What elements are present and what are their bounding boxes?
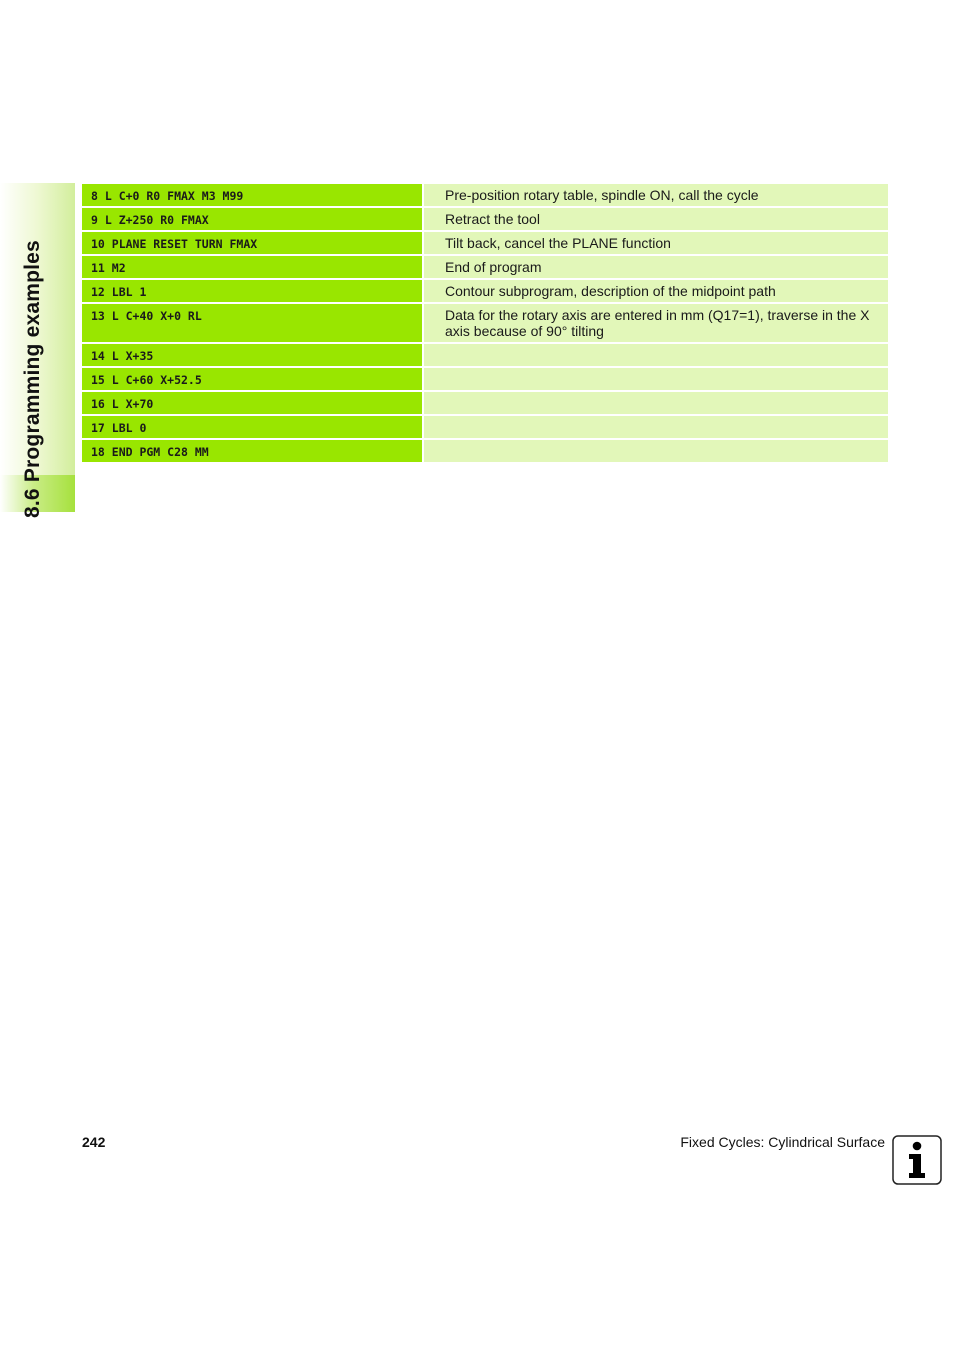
description-cell bbox=[424, 344, 888, 366]
program-row bbox=[82, 416, 888, 438]
program-row bbox=[82, 208, 888, 230]
description-cell: Data for the rotary axis are entered in mm (Q17=1), traverse in the X axis because of 90° tilting bbox=[424, 304, 888, 342]
description-cell: Retract the tool bbox=[424, 208, 888, 230]
nc-code-cell: 12 LBL 1 bbox=[82, 280, 422, 302]
program-row bbox=[82, 304, 888, 342]
nc-code-cell: 18 END PGM C28 MM bbox=[82, 440, 422, 462]
program-table bbox=[82, 184, 888, 464]
program-row bbox=[82, 280, 888, 302]
description-cell: Tilt back, cancel the PLANE function bbox=[424, 232, 888, 254]
nc-code-cell: 17 LBL 0 bbox=[82, 416, 422, 438]
page-number: 242 bbox=[82, 1134, 106, 1150]
program-row bbox=[82, 256, 888, 278]
description-cell bbox=[424, 392, 888, 414]
description-cell: End of program bbox=[424, 256, 888, 278]
nc-code-cell: 11 M2 bbox=[82, 256, 422, 278]
program-row bbox=[82, 368, 888, 390]
nc-code-cell: 15 L C+60 X+52.5 bbox=[82, 368, 422, 390]
description-cell: Contour subprogram, description of the midpoint path bbox=[424, 280, 888, 302]
section-title: 8.6 Programming examples bbox=[21, 240, 44, 518]
description-cell: Pre-position rotary table, spindle ON, call the cycle bbox=[424, 184, 888, 206]
nc-code-cell: 14 L X+35 bbox=[82, 344, 422, 366]
description-cell bbox=[424, 368, 888, 390]
description-cell bbox=[424, 416, 888, 438]
program-row bbox=[82, 392, 888, 414]
nc-code-cell: 10 PLANE RESET TURN FMAX bbox=[82, 232, 422, 254]
program-row bbox=[82, 344, 888, 366]
program-row bbox=[82, 440, 888, 462]
nc-code-cell: 9 L Z+250 R0 FMAX bbox=[82, 208, 422, 230]
nc-code-cell: 8 L C+0 R0 FMAX M3 M99 bbox=[82, 184, 422, 206]
program-row bbox=[82, 184, 888, 206]
program-row bbox=[82, 232, 888, 254]
info-icon bbox=[892, 1135, 942, 1185]
description-cell bbox=[424, 440, 888, 462]
nc-code-cell: 16 L X+70 bbox=[82, 392, 422, 414]
chapter-title: Fixed Cycles: Cylindrical Surface bbox=[680, 1134, 885, 1150]
nc-code-cell: 13 L C+40 X+0 RL bbox=[82, 304, 422, 342]
